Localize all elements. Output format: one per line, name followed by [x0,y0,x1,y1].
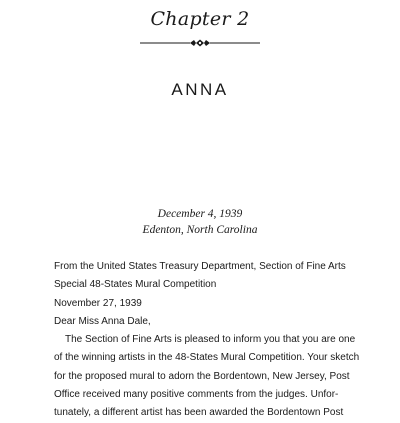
ornament-divider-icon [140,38,260,48]
letter-line-body: for the proposed mural to adorn the Bordentown, New Jersey, Post [54,370,350,382]
letter-line-date: November 27, 1939 [54,297,142,309]
letter-line-body: The Section of Fine Arts is pleased to inform you that you are one [65,334,356,346]
chapter-title: ANNA [171,80,229,99]
chapter-label: Chapter 2 [150,8,250,30]
letter-body [54,258,384,423]
letter-line-sender: From the United States Treasury Department, Section of Fine Arts [54,261,346,272]
letter-line-competition: Special 48-States Mural Competition [54,279,217,291]
dateline-date: December 4, 1939 [157,208,243,220]
letter-line-salutation: Dear Miss Anna Dale, [54,315,151,327]
letter-line-body: of the winning artists in the 48-States Mural Competition. Your sketch [54,352,360,364]
dateline-place: Edenton, North Carolina [142,224,258,236]
dateline [0,206,400,238]
letter-line-body: tunately, a different artist has been awarded the Bordentown Post [54,407,344,419]
letter-line-body: Office received many positive comments from the judges. Unfor- [54,389,339,401]
